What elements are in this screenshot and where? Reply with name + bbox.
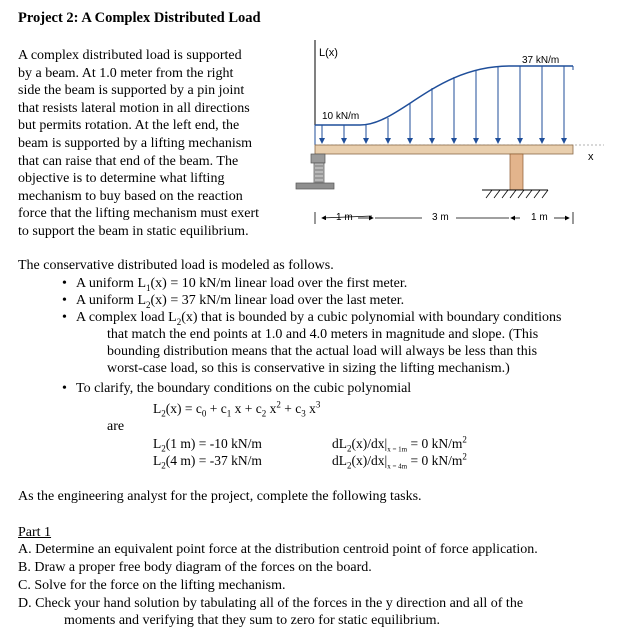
pin-support <box>482 154 548 198</box>
task-b: B. Draw a proper free body diagram of the forces on the board. <box>18 560 372 575</box>
are-label: are <box>107 419 125 434</box>
y-axis-label: L(x) <box>319 47 338 59</box>
bullet-uniform-l1: A uniform $L_1(x) = 10$ kN/m linear load over the first meter. <box>76 276 408 293</box>
bullet-dot: • <box>62 381 67 396</box>
intro-line: side the beam is supported by a pin joint <box>18 83 245 99</box>
intro-paragraph <box>18 47 283 241</box>
intro-line: mechanism to buy based on the reaction <box>18 188 243 204</box>
x-axis-label: x <box>588 151 594 163</box>
right-load-label: 37 kN/m <box>522 55 560 66</box>
condition-slope-1m: $dL_2(x)/dx|_{x = 1m} = 0$ $kN/m^2$ <box>332 434 467 454</box>
intro-line: to support the beam in static equilibrium. <box>18 223 249 239</box>
bullet-dot: • <box>62 276 67 291</box>
part-heading: Part 1 <box>18 525 52 540</box>
bullet-complex-load-line2: that match the end points at 1.0 and 4.0 meters in magnitude and slope. (This <box>107 327 539 342</box>
bullet-clarify: To clarify, the boundary conditions on the cubic polynomial <box>76 381 412 396</box>
beam <box>315 145 573 154</box>
bullet-dot: • <box>62 310 67 325</box>
intro-line: objective is to determine what lifting <box>18 171 225 187</box>
condition-slope-4m: $dL_2(x)/dx|_{x = 4m} = 0$ $kN/m^2$ <box>332 451 467 471</box>
task-c: C. Solve for the force on the lifting mechanism. <box>18 578 286 593</box>
task-d-line2: moments and verifying that they sum to zero for static equilibrium. <box>64 613 440 628</box>
dim-left-label: 1 m <box>336 212 353 223</box>
analyst-instruction: As the engineering analyst for the project, complete the following tasks. <box>18 489 422 504</box>
intro-line: A complex distributed load is supported <box>18 48 242 63</box>
task-a: A. Determine an equivalent point force at the distribution centroid point of force application. <box>18 542 538 557</box>
task-d: D. Check your hand solution by tabulating all of the forces in the y direction and all of the <box>18 596 524 611</box>
load-arrows <box>322 66 564 143</box>
bullet-complex-load-line4: worst-case load, so this is conservative in sizing the lifting mechanism.) <box>107 361 510 376</box>
cubic-polynomial: $L_2(x) = c_0 + c_1$ $x + c_2$ $x^2 + c_3$ $x^3$ <box>153 399 321 419</box>
intro-line: force that the lifting mechanism must exert <box>18 206 260 222</box>
lifting-mechanism <box>296 154 334 189</box>
dim-middle-label: 3 m <box>432 212 449 223</box>
beam-load-figure <box>290 34 608 240</box>
intro-line: that resists lateral motion in all directions <box>18 100 250 116</box>
bullet-complex-load-line3: bounding distribution means that the actual load will always be less than this <box>107 344 538 359</box>
intro-line: but permits rotation. At the left end, the <box>18 118 240 134</box>
condition-l2-4m: $L_2(4$ m) = -37 kN/m <box>153 453 262 471</box>
left-load-label: 10 kN/m <box>322 111 360 122</box>
bullet-uniform-l2: A uniform $L_2(x) = 37$ kN/m linear load over the last meter. <box>76 293 405 310</box>
condition-l2-1m: $L_2(1$ m) = -10 kN/m <box>153 436 262 454</box>
bullet-complex-load: A complex load $L_2(x)$ that is bounded by a cubic polynomial with boundary conditions <box>76 310 562 327</box>
intro-line: by a beam. At 1.0 meter from the right <box>18 65 234 81</box>
intro-line: that can raise that end of the beam. The <box>18 153 239 169</box>
page-title: Project 2: A Complex Distributed Load <box>18 10 261 26</box>
model-intro: The conservative distributed load is modeled as follows. <box>18 258 334 273</box>
dim-right-label: 1 m <box>531 212 548 223</box>
intro-line: beam is supported by a lifting mechanism <box>18 135 253 151</box>
bullet-dot: • <box>62 293 67 308</box>
